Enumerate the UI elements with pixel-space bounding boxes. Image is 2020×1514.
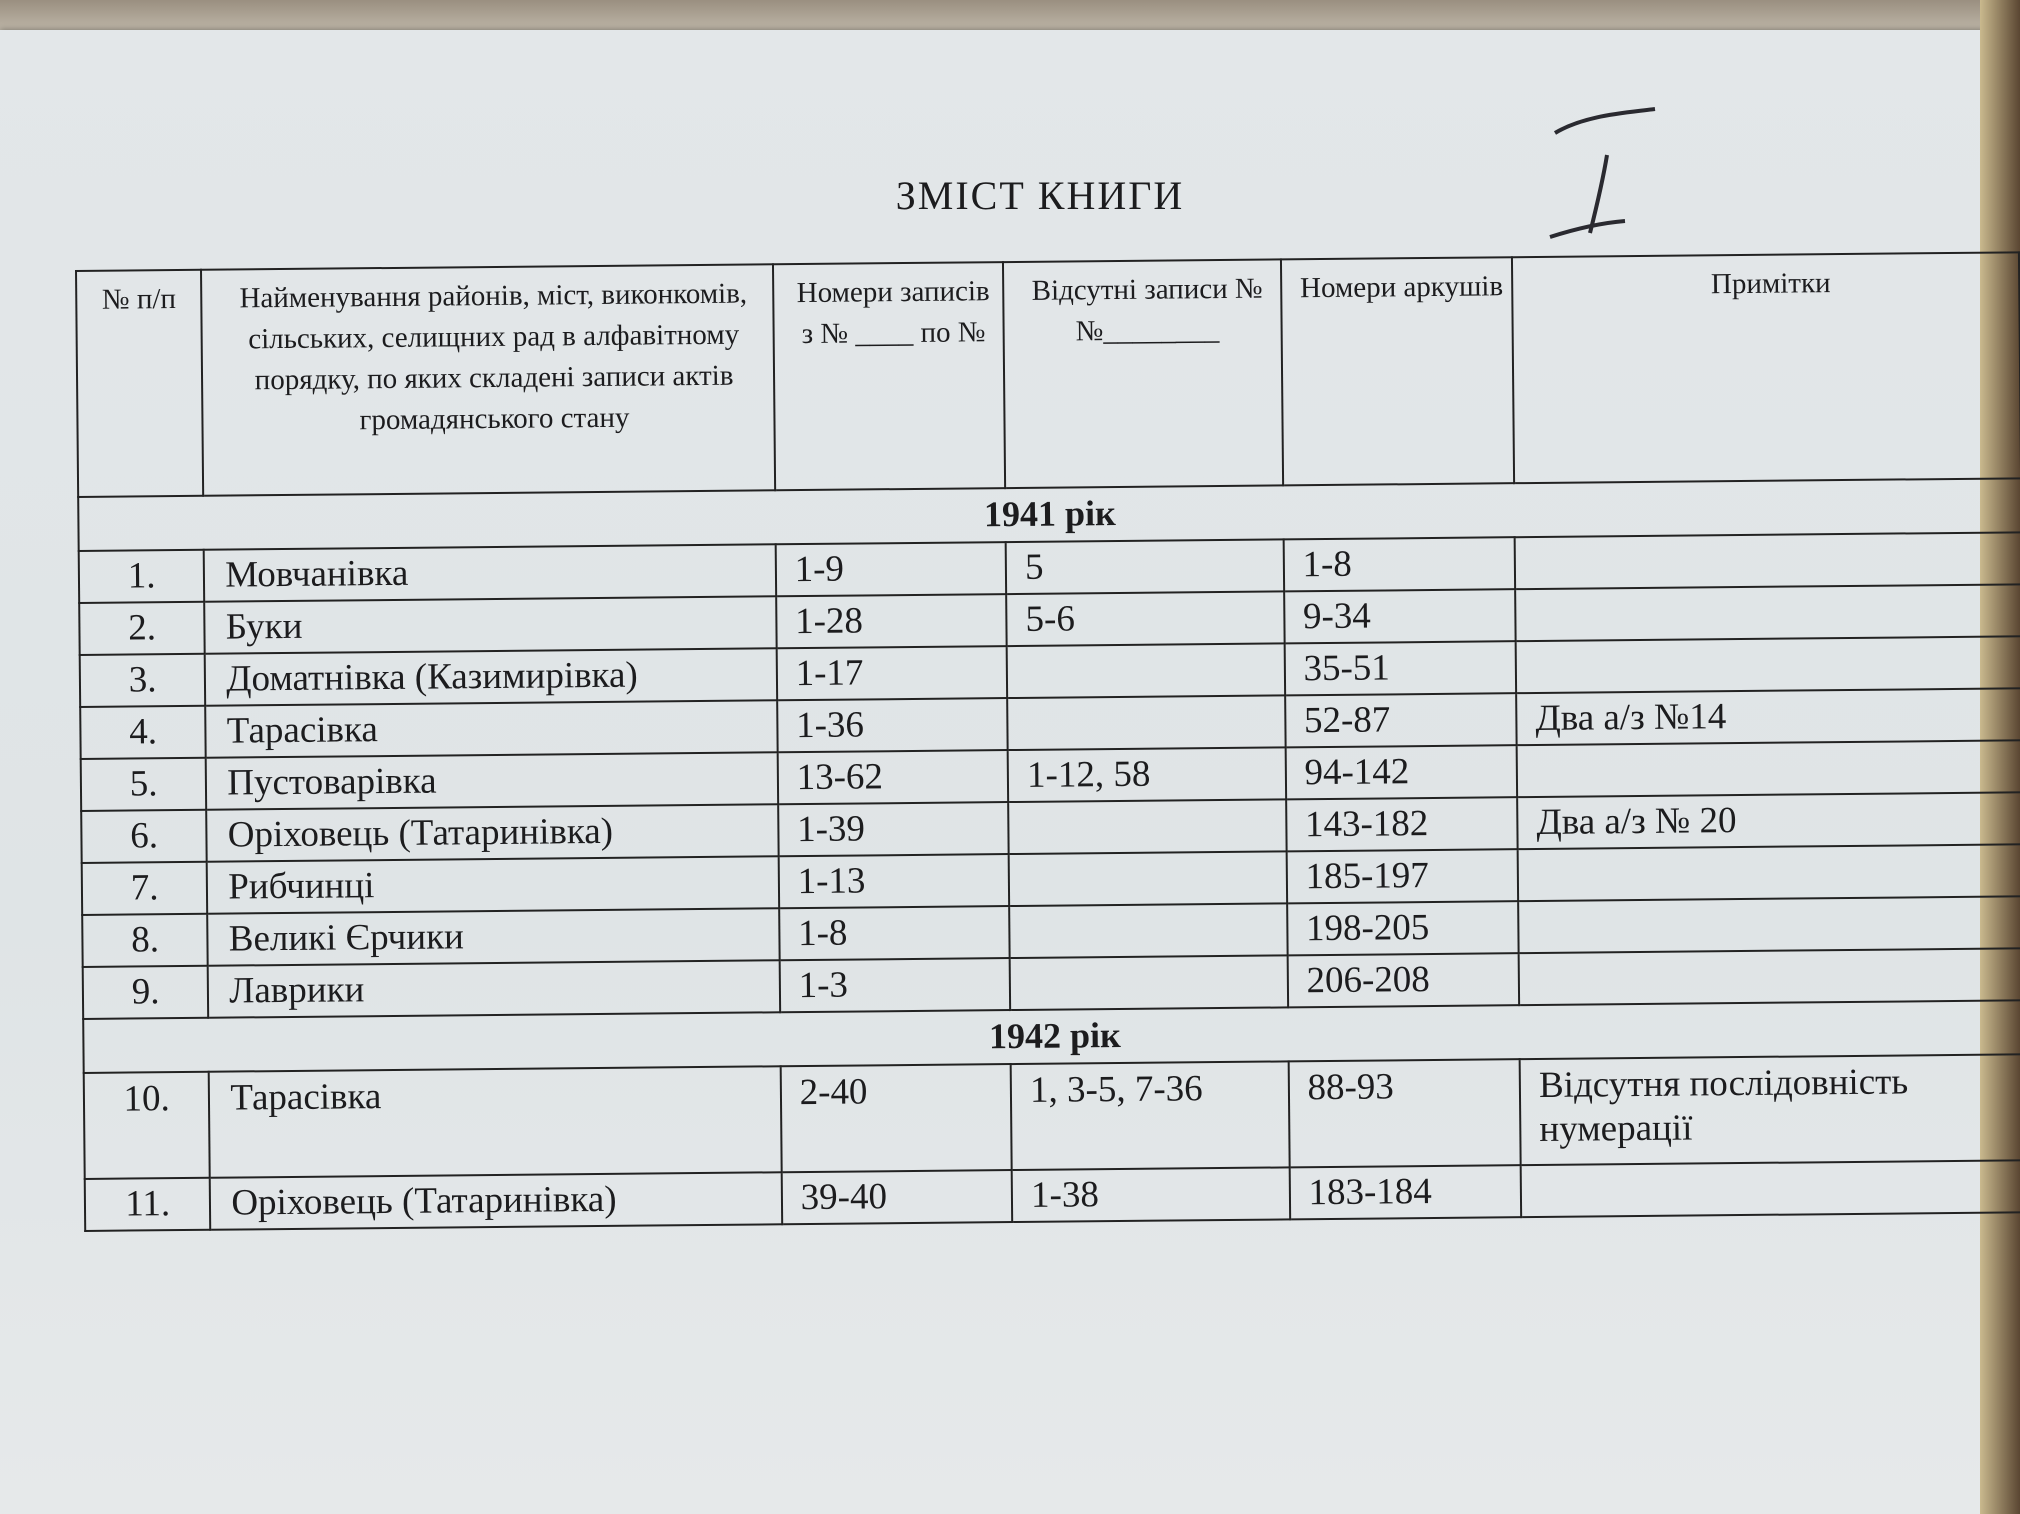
row-name: Пустоварівка xyxy=(206,752,778,809)
row-missing xyxy=(1007,643,1285,698)
header-number: № п/п xyxy=(76,270,204,497)
row-records: 2-40 xyxy=(780,1064,1011,1172)
row-sheets: 52-87 xyxy=(1285,693,1517,747)
row-name: Доматнівка (Казимирівка) xyxy=(205,648,777,705)
row-number: 2. xyxy=(79,602,205,655)
row-missing xyxy=(1010,955,1288,1010)
handwritten-mark-icon xyxy=(1545,105,1665,245)
row-sheets: 143-182 xyxy=(1286,797,1518,851)
year-label: 1941 рік xyxy=(78,478,2020,551)
row-name: Оріховець (Татаринівка) xyxy=(207,804,779,861)
header-row xyxy=(76,252,2020,497)
row-records: 13-62 xyxy=(777,750,1008,804)
row-notes: Два а/з № 20 xyxy=(1517,792,2020,849)
row-records: 1-39 xyxy=(778,802,1009,856)
row-sheets: 1-8 xyxy=(1283,537,1515,591)
page-title: ЗМІСТ КНИГИ xyxy=(895,173,1185,218)
header-notes: Примітки xyxy=(1512,252,2020,483)
row-sheets: 206-208 xyxy=(1287,953,1519,1007)
contents-table xyxy=(75,251,2020,1232)
row-notes xyxy=(1518,844,2020,901)
row-missing: 1-12, 58 xyxy=(1008,747,1286,802)
row-missing: 1-38 xyxy=(1012,1167,1290,1222)
row-records: 1-3 xyxy=(779,958,1010,1012)
row-notes: Два а/з №14 xyxy=(1516,688,2020,745)
row-number: 4. xyxy=(80,706,206,759)
row-name: Лаврики xyxy=(208,960,780,1017)
row-records: 1-28 xyxy=(776,594,1007,648)
row-number: 6. xyxy=(81,810,207,863)
row-records: 1-9 xyxy=(775,542,1006,596)
header-missing: Відсутні записи №№________ xyxy=(1003,259,1283,488)
row-missing: 5-6 xyxy=(1006,591,1284,646)
row-name: Буки xyxy=(205,596,777,653)
row-notes xyxy=(1518,896,2020,953)
row-notes xyxy=(1519,948,2020,1005)
row-notes xyxy=(1517,740,2020,797)
row-missing xyxy=(1007,695,1285,750)
row-missing xyxy=(1008,799,1286,854)
row-notes xyxy=(1521,1160,2020,1217)
row-sheets: 35-51 xyxy=(1284,641,1516,695)
header-name: Найменування районів, міст, виконкомів, сільських, селищних рад в алфавітному порядку, по яких складені записи актів громадянського стану xyxy=(201,264,774,495)
row-number: 10. xyxy=(84,1072,210,1179)
row-sheets: 88-93 xyxy=(1288,1059,1521,1167)
row-number: 3. xyxy=(80,654,206,707)
row-missing xyxy=(1009,903,1287,958)
row-number: 8. xyxy=(82,914,208,967)
row-name: Тарасівка xyxy=(206,700,778,757)
row-name: Мовчанівка xyxy=(204,544,776,601)
row-number: 7. xyxy=(82,862,208,915)
row-records: 1-13 xyxy=(778,854,1009,908)
row-name: Оріховець (Татаринівка) xyxy=(210,1172,782,1229)
row-notes xyxy=(1515,584,2020,641)
row-name: Великі Єрчики xyxy=(208,908,780,965)
row-name: Рибчинці xyxy=(207,856,779,913)
table-row xyxy=(84,1054,2020,1179)
row-notes: Відсутня послідовність нумерації xyxy=(1520,1054,2020,1165)
year-label: 1942 рік xyxy=(83,1000,2020,1073)
row-notes xyxy=(1516,636,2020,693)
row-sheets: 94-142 xyxy=(1285,745,1517,799)
row-records: 1-17 xyxy=(776,646,1007,700)
header-records: Номери записів з № ____ по № xyxy=(773,262,1006,490)
row-notes xyxy=(1515,532,2020,589)
row-number: 1. xyxy=(79,550,205,603)
header-sheets: Номери аркушів xyxy=(1281,257,1515,485)
row-missing: 5 xyxy=(1006,539,1284,594)
row-name: Тарасівка xyxy=(209,1066,781,1177)
row-number: 11. xyxy=(85,1178,211,1231)
row-records: 1-36 xyxy=(777,698,1008,752)
row-missing: 1, 3-5, 7-36 xyxy=(1011,1061,1289,1170)
row-number: 9. xyxy=(83,966,209,1019)
row-sheets: 185-197 xyxy=(1286,849,1518,903)
row-sheets: 9-34 xyxy=(1284,589,1516,643)
row-number: 5. xyxy=(81,758,207,811)
row-sheets: 183-184 xyxy=(1289,1165,1521,1219)
row-records: 1-8 xyxy=(779,906,1010,960)
row-records: 39-40 xyxy=(781,1170,1012,1224)
row-missing xyxy=(1009,851,1287,906)
row-sheets: 198-205 xyxy=(1287,901,1519,955)
